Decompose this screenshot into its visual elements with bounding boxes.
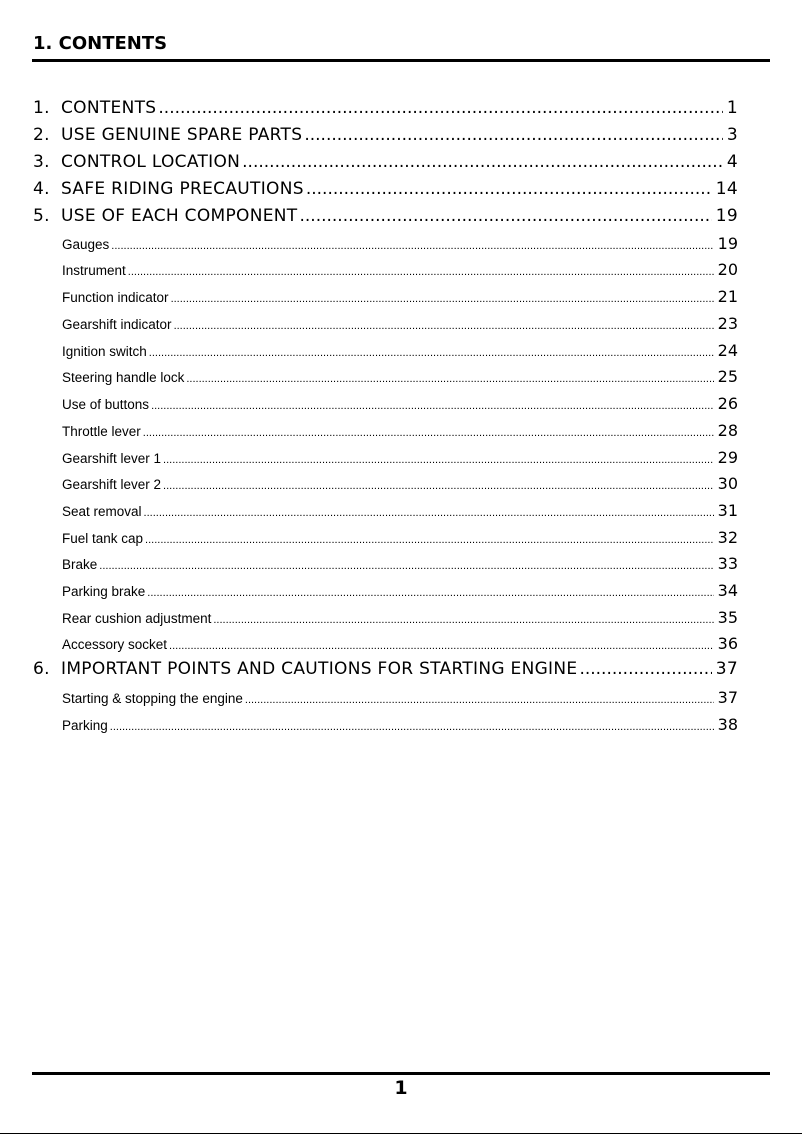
toc-subentry-page: 37 [717, 688, 738, 707]
toc-subentry-parking-brake[interactable] [62, 581, 738, 600]
toc-subentry-fuel-tank-cap[interactable] [62, 528, 738, 547]
toc-entry-contents[interactable] [33, 98, 738, 118]
toc-entry-page: 1 [726, 98, 738, 118]
toc-subentry-parking[interactable] [62, 715, 738, 734]
toc-dot-leader [149, 344, 714, 359]
toc-subentry-page: 25 [717, 367, 738, 386]
toc-entry-page: 19 [715, 206, 738, 226]
toc-dot-leader [163, 477, 714, 492]
toc-dot-leader [245, 691, 714, 706]
page-bottom-edge [0, 1133, 802, 1134]
toc-subentry-label: Throttle lever [62, 424, 141, 439]
toc-dot-leader [163, 451, 714, 466]
toc-subentry-label: Gearshift indicator [62, 317, 172, 332]
toc-subentry-page: 23 [717, 314, 738, 333]
toc-subentry-page: 26 [717, 394, 738, 413]
toc-subentry-label: Fuel tank cap [62, 531, 144, 546]
toc-subentry-label: Brake [62, 557, 98, 572]
toc-subentry-steering-handle-lock[interactable] [62, 367, 738, 386]
toc-subentry-page: 28 [717, 421, 738, 440]
toc-dot-leader [213, 611, 713, 626]
toc-entry-page: 37 [715, 659, 738, 679]
toc-subentry-gearshift-lever-2[interactable] [62, 474, 738, 493]
toc-subentry-page: 38 [717, 715, 738, 734]
toc-subentry-instrument[interactable] [62, 260, 738, 279]
toc-subentry-page: 30 [717, 474, 738, 493]
toc-dot-leader [143, 424, 714, 439]
toc-dot-leader [151, 397, 714, 412]
toc-entry-safe-riding[interactable] [33, 179, 738, 199]
toc-dot-leader [169, 637, 714, 652]
toc-dot-leader [158, 98, 722, 118]
toc-entry-label: USE OF EACH COMPONENT [61, 206, 298, 226]
toc-subentry-function-indicator[interactable] [62, 287, 738, 306]
toc-subentry-label: Seat removal [62, 504, 142, 519]
toc-dot-leader [306, 179, 712, 199]
toc-dot-leader [110, 718, 714, 733]
toc-subentry-label: Instrument [62, 263, 126, 278]
toc-dot-leader [304, 125, 723, 145]
toc-subentry-label: Use of buttons [62, 397, 150, 412]
toc-subentry-gearshift-lever-1[interactable] [62, 448, 738, 467]
toc-subentry-page: 20 [717, 260, 738, 279]
toc-subentry-label: Gauges [62, 237, 110, 252]
toc-dot-leader [299, 206, 711, 226]
toc-entry-number: 3. [33, 152, 50, 172]
toc-subentry-gauges[interactable] [62, 234, 738, 253]
toc-subentry-accessory-socket[interactable] [62, 634, 738, 653]
toc-subentry-brake[interactable] [62, 554, 738, 573]
toc-dot-leader [147, 584, 713, 599]
toc-dot-leader [186, 370, 713, 385]
toc-subentry-page: 35 [717, 608, 738, 627]
toc-entry-genuine-parts[interactable] [33, 125, 738, 145]
toc-subentry-page: 36 [717, 634, 738, 653]
toc-subentry-label: Function indicator [62, 290, 169, 305]
toc-dot-leader [242, 152, 723, 172]
toc-subentry-label: Ignition switch [62, 344, 147, 359]
toc-subentry-page: 32 [717, 528, 738, 547]
toc-entry-label: IMPORTANT POINTS AND CAUTIONS FOR STARTING ENGINE [61, 659, 578, 679]
toc-subentry-seat-removal[interactable] [62, 501, 738, 520]
toc-entry-control-location[interactable] [33, 152, 738, 172]
toc-entry-number: 6. [33, 659, 50, 679]
toc-subentry-page: 31 [717, 501, 738, 520]
toc-subentry-label: Rear cushion adjustment [62, 611, 212, 626]
toc-entry-number: 2. [33, 125, 50, 145]
toc-subentry-rear-cushion-adjustment[interactable] [62, 608, 738, 627]
toc-entry-number: 4. [33, 179, 50, 199]
toc-entry-use-of-components[interactable] [33, 206, 738, 226]
toc-entry-page: 14 [715, 179, 738, 199]
toc-subentry-throttle-lever[interactable] [62, 421, 738, 440]
toc-entry-important-points[interactable] [33, 659, 738, 679]
toc-subentry-page: 24 [717, 341, 738, 360]
toc-entry-label: SAFE RIDING PRECAUTIONS [61, 179, 304, 199]
toc-subentry-page: 29 [717, 448, 738, 467]
toc-subentry-page: 21 [717, 287, 738, 306]
toc-entry-label: CONTROL LOCATION [61, 152, 241, 172]
toc-entry-label: CONTENTS [61, 98, 157, 118]
toc-subentry-use-of-buttons[interactable] [62, 394, 738, 413]
toc-dot-leader [144, 504, 714, 519]
toc-entry-number: 1. [33, 98, 50, 118]
page-title: 1. CONTENTS [33, 33, 168, 54]
page-number: 1 [394, 1077, 408, 1099]
toc-subentry-label: Parking [62, 718, 108, 733]
toc-dot-leader [579, 659, 711, 679]
toc-subentry-starting-stopping[interactable] [62, 688, 738, 707]
toc-subentry-ignition-switch[interactable] [62, 341, 738, 360]
toc-dot-leader [111, 237, 713, 252]
toc-entry-page: 4 [726, 152, 738, 172]
toc-subentry-page: 19 [717, 234, 738, 253]
toc-subentry-label: Starting & stopping the engine [62, 691, 243, 706]
toc-subentry-page: 34 [717, 581, 738, 600]
toc-dot-leader [174, 317, 714, 332]
toc-dot-leader [99, 557, 713, 572]
toc-entry-number: 5. [33, 206, 50, 226]
toc-dot-leader [128, 263, 714, 278]
toc-subentry-label: Steering handle lock [62, 370, 185, 385]
toc-subentry-page: 33 [717, 554, 738, 573]
toc-subentry-label: Accessory socket [62, 637, 168, 652]
toc-entry-label: USE GENUINE SPARE PARTS [61, 125, 303, 145]
toc-subentry-label: Parking brake [62, 584, 146, 599]
footer-divider [32, 1072, 770, 1075]
toc-subentry-label: Gearshift lever 2 [62, 477, 162, 492]
toc-entry-page: 3 [726, 125, 738, 145]
toc-dot-leader [145, 531, 714, 546]
toc-dot-leader [171, 290, 714, 305]
toc-subentry-gearshift-indicator[interactable] [62, 314, 738, 333]
toc-subentry-label: Gearshift lever 1 [62, 451, 162, 466]
